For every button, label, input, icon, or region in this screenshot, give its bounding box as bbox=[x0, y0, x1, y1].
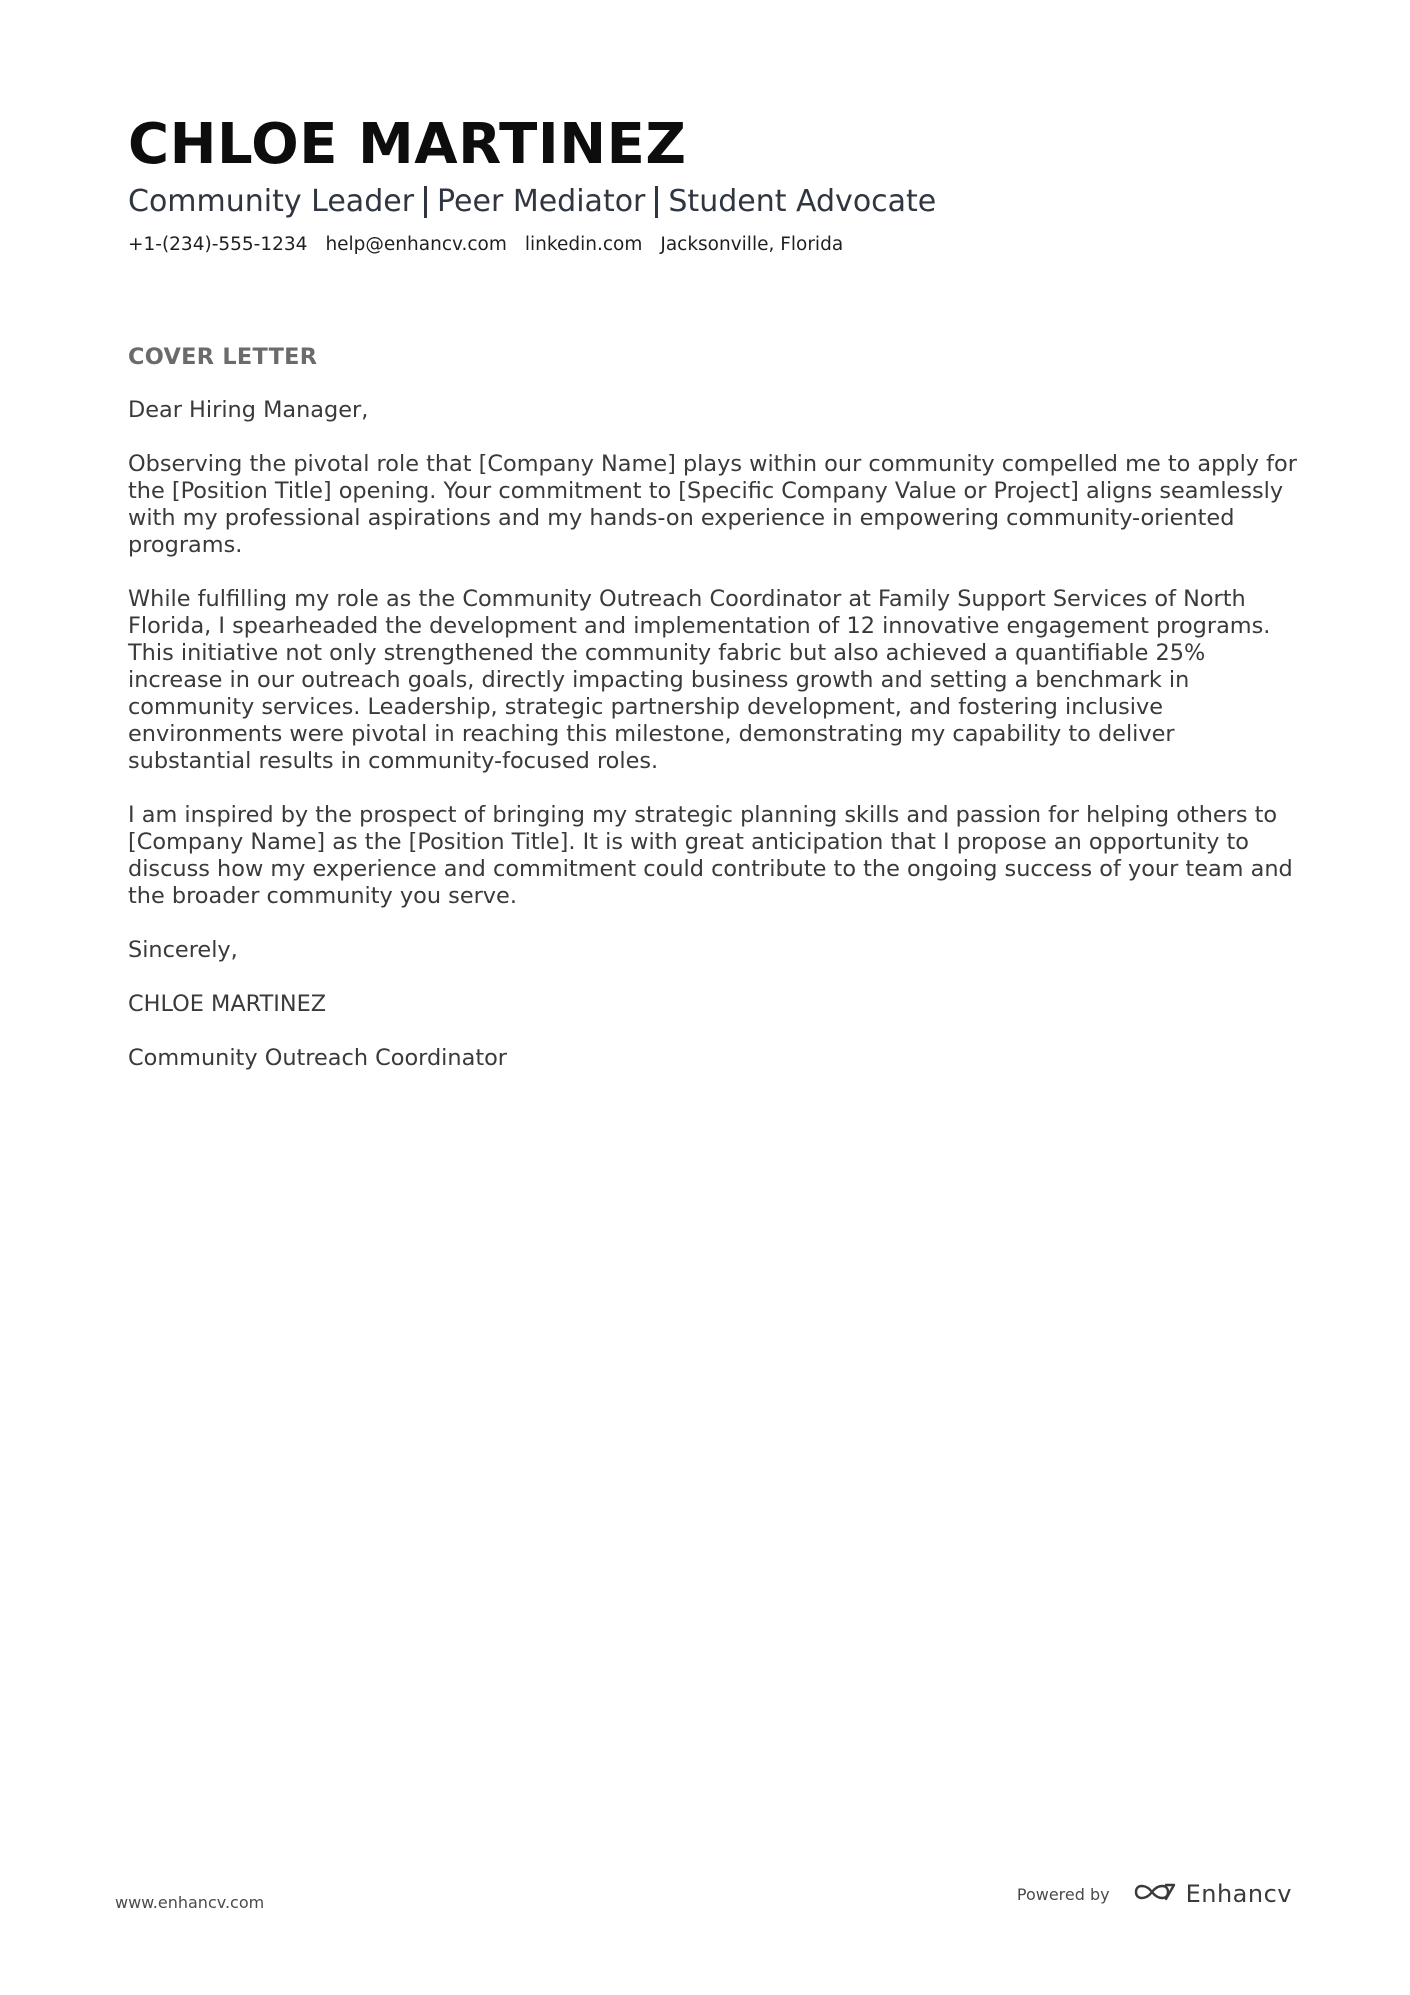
closing: Sincerely, bbox=[128, 937, 238, 963]
footer-branding bbox=[1017, 1880, 1292, 1908]
signature-title: Community Outreach Coordinator bbox=[128, 1045, 508, 1071]
signature-name: CHLOE MARTINEZ bbox=[128, 991, 327, 1017]
enhancv-logo-icon bbox=[1132, 1880, 1178, 1908]
letter-paragraph: I am inspired by the prospect of bringing my strategic planning skills and passion for helping others to [Company Name] as the [Position Title]. It is with great anticipation that I propose an opportunity to discuss how my experience and commitment could contribute to the ongoing success of your team and the broader community you serve. bbox=[128, 802, 1293, 909]
section-title: COVER LETTER bbox=[128, 344, 318, 370]
contact-linkedin[interactable]: linkedin.com bbox=[524, 234, 643, 255]
tagline-item: Community Leader bbox=[128, 184, 415, 219]
tagline-item: Student Advocate bbox=[668, 184, 937, 219]
tagline bbox=[128, 182, 1288, 222]
contact-info bbox=[128, 232, 1288, 258]
tagline-separator bbox=[424, 186, 427, 218]
header bbox=[128, 110, 1288, 258]
contact-location: Jacksonville, Florida bbox=[660, 234, 844, 255]
tagline-item: Peer Mediator bbox=[437, 184, 646, 219]
applicant-name: CHLOE MARTINEZ bbox=[128, 112, 687, 177]
powered-by-label: Powered by bbox=[1016, 1884, 1110, 1904]
tagline-separator bbox=[655, 186, 658, 218]
letter-body bbox=[128, 343, 1298, 1099]
brand-wordmark: Enhancv bbox=[1185, 1880, 1292, 1908]
salutation: Dear Hiring Manager, bbox=[128, 397, 369, 423]
letter-paragraph: Observing the pivotal role that [Company Name] plays within our community compelled me to apply for the [Position Title] opening. Your commitment to [Specific Company Value or Project] aligns seamlessly with my professional aspirations and my hands-on experience in empowering community-oriented programs. bbox=[128, 451, 1297, 558]
letter-paragraph: While fulfilling my role as the Community Outreach Coordinator at Family Support Services of North Florida, I spearheaded the development and implementation of 12 innovative engagement programs. This initiative not only strengthened the community fabric but also achieved a quantifiable 25% increase in our outreach goals, directly impacting business growth and setting a benchmark in community services. Leadership, strategic partnership development, and fostering inclusive environments were pivotal in reaching this milestone, demonstrating my capability to deliver substantial results in community-focused roles. bbox=[128, 586, 1271, 774]
contact-email[interactable]: help@enhancv.com bbox=[325, 234, 507, 255]
footer-website[interactable]: www.enhancv.com bbox=[115, 1893, 265, 1912]
brand-logo[interactable] bbox=[1132, 1880, 1292, 1908]
contact-phone: +1-(234)-555-1234 bbox=[128, 234, 308, 255]
